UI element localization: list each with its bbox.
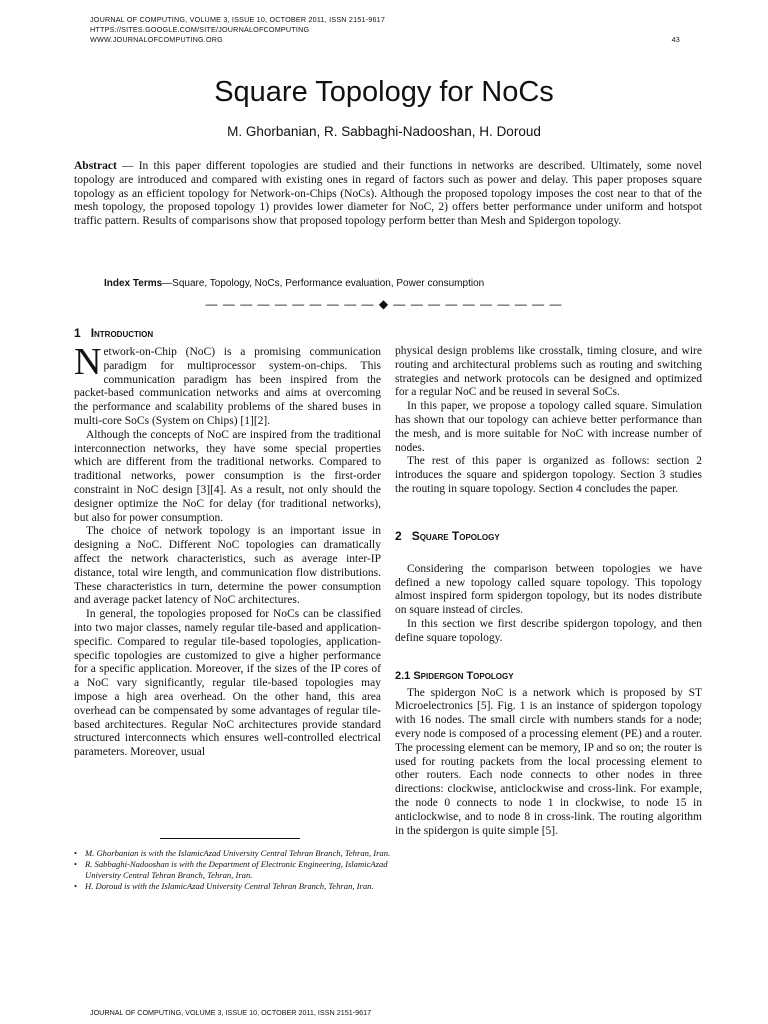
footnote-item: • R. Sabbaghi-Nadooshan is with the Department of Electronic Engineering, IslamicAzad University Central Tehran Branch, Tehran, Iran. — [74, 859, 394, 881]
drop-cap: N — [74, 341, 102, 383]
section-2-paragraph-1: Considering the comparison between topologies we have defined a new topology called square topology. This topology almost inspired form spidergon topology, but its nodes distribute on square instead of circles. — [395, 562, 702, 617]
journal-info-line: JOURNAL OF COMPUTING, VOLUME 3, ISSUE 10, OCTOBER 2011, ISSN 2151-9617 — [90, 15, 386, 24]
author-footnotes — [74, 848, 394, 892]
footnote-item: • M. Ghorbanian is with the IslamicAzad University Central Tehran Branch, Tehran, Iran. — [74, 848, 394, 859]
section-1-heading — [74, 326, 381, 340]
paper-title: Square Topology for NoCs — [214, 76, 554, 108]
abstract — [74, 160, 702, 229]
right-column — [395, 345, 702, 838]
footnote-item: • H. Doroud is with the IslamicAzad University Central Tehran Branch, Tehran, Iran. — [74, 881, 394, 892]
index-terms — [104, 278, 704, 290]
section-2-1-heading — [395, 670, 702, 683]
section-2-heading — [395, 529, 702, 543]
intro-paragraph-7: The rest of this paper is organized as follows: section 2 introduces the square and spidergon topology. Section 3 studies the routing in square topology. Section 4 concludes the paper. — [395, 455, 702, 495]
abstract-label: Abstract — [74, 160, 117, 172]
intro-paragraph-3: The choice of network topology is an important issue in designing a NoC. Different NoC topologies can dramatically affect the network characteristics, such as average inter-IP distance, total wire length, and communication flow distributions. These characteristics in turn, determine the power consumption and average packet latency of NoC architectures. — [74, 525, 381, 607]
section-2-1-paragraph-1: The spidergon NoC is a network which is proposed by ST Microelectronics [5]. Fig. 1 is an instance of spidergon topology with 16 nodes. The small circle with numbers stands for a node; every node is composed of a processing element (PE) and a router. The processing element can be memory, IP and so on; the router is used for routing packets from the local processing element to other routers. Each node connects to other nodes in three directions: clockwise, anticlockwise and cross-link. For example, the node 0 connects to node 1 in clockwise, to node 15 in anticlockwise, and to node 8 in cross-link. The routing algorithm in the spidergon is quite simple [5]. — [395, 686, 702, 837]
section-2-number: 2 — [395, 528, 402, 543]
abstract-dash: — — [116, 160, 139, 172]
index-terms-text: —Square, Topology, NoCs, Performance evaluation, Power consumption — [162, 278, 485, 289]
intro-paragraph-4: In general, the topologies proposed for NoCs can be classified into two major classes, namely regular tile-based and application-specific. Compared to regular tile-based topologies, application-specific topologies are customized to give a higher performance for a specific application. Moreover, if the sizes of the IP cores of a NoC vary significantly, regular tile-based topologies may impose a high area overhead. On the other hand, this area overhead can be compensated by some advantages of regular tile-based architectures. Regular NoC architectures provide standard structured interconnects which ensures well-controlled electrical parameters. Moreover, usual — [74, 608, 381, 759]
section-2-1-title: 2.1 Spidergon Topology — [395, 669, 514, 682]
index-terms-label: Index Terms — [104, 278, 163, 289]
bottom-journal-info: JOURNAL OF COMPUTING, VOLUME 3, ISSUE 10, OCTOBER 2011, ISSN 2151-9617 — [90, 1008, 372, 1017]
section-1-number: 1 — [74, 326, 81, 340]
intro-paragraph-5: physical design problems like crosstalk, timing closure, and wire routing and architectural problems such as routing and switching strategies and network protocols can be designed and optimized for a regular NoC and be reused in several SoCs. — [395, 345, 702, 399]
journal-site-link[interactable]: WWW.JOURNALOFCOMPUTING.ORG — [90, 35, 223, 44]
intro-paragraph-1 — [74, 341, 381, 429]
intro-paragraph-2: Although the concepts of NoC are inspired from the traditional interconnection networks, they have some special properties which are different from the traditional networks. Compared to traditional networks, power consumption is the first-order constraint in NoC design [3][4]. As a result, not only should the designer optimize the NoC for delay (for traditional networks), but also for power consumption. — [74, 428, 381, 524]
journal-url-link[interactable]: HTTPS://SITES.GOOGLE.COM/SITE/JOURNALOFCOMPUTING — [90, 25, 310, 34]
section-2-paragraph-2: In this section we first describe spidergon topology, and then define square topology. — [395, 617, 702, 644]
section-separator: — — — — — — — — — — ◆ — — — — — — — — — — — [205, 297, 563, 311]
journal-header — [90, 15, 680, 45]
left-column — [74, 326, 381, 760]
page-number: 43 — [671, 35, 680, 44]
abstract-text: In this paper different topologies are studied and their functions in networks are described. Ultimately, some novel topology are introduced and compared with existing ones in regard of factors such as power and delay. This paper proposes square topology as an efficient topology for Network-on-Chips (NoCs). Although the proposed topology imposes the cost near to that of the mesh topology, the proposed topology 1) provides lower diameter for NoC, 2) offers better performance under uniform and hotspot traffic pattern. Results of comparisons show that proposed topology perform better than Mesh and Spidergon topology. — [74, 160, 703, 228]
section-2-title: Square Topology — [411, 528, 500, 543]
intro-paragraph-6: In this paper, we propose a topology called square. Simulation has shown that our topology can achieve better performance than the mesh, and is more suitable for NoC with increase number of nodes. — [395, 400, 702, 454]
author-list: M. Ghorbanian, R. Sabbaghi-Nadooshan, H. Doroud — [227, 124, 541, 139]
intro-paragraph-1-text: etwork-on-Chip (NoC) is a promising communication paradigm for multiprocessor system-on-chips. This communication paradigm has been inspired from the packet-based communication networks and aims at overcoming the performance and scalability problems of the shared buses in multi-core SoCs (System on Chips) [1][2]. — [74, 346, 381, 427]
section-1-title: Introduction — [90, 326, 154, 340]
footnote-divider — [160, 838, 300, 839]
